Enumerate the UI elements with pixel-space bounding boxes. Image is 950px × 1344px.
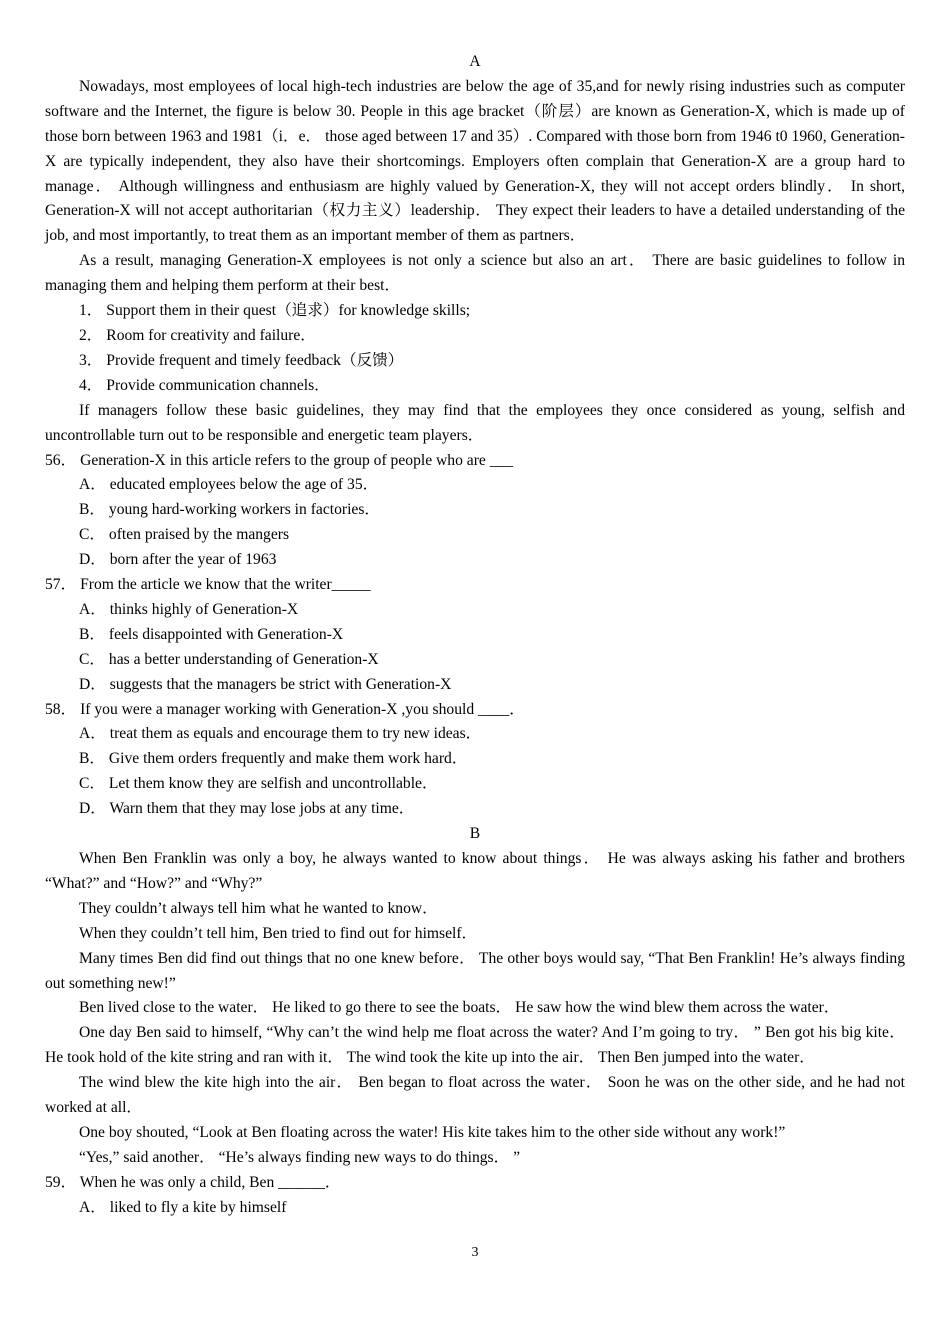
guideline-2: 2． Room for creativity and failure．	[79, 326, 316, 344]
document-page	[45, 50, 905, 1221]
question-58-option-a: A． treat them as equals and encourage them to try new ideas．	[79, 725, 482, 743]
section-b-heading: B	[469, 825, 481, 843]
section-a-closing-paragraph: If managers follow these basic guidelines, they may find that the employees they once considered as young, selfish and uncontrollable turn out to be responsible and energetic team players．	[45, 401, 905, 444]
question-56-option-a: A． educated employees below the age of 35．	[79, 476, 379, 494]
question-58-option-c: C． Let them know they are selfish and uncontrollable．	[79, 775, 438, 793]
question-57-option-a: A． thinks highly of Generation-X	[79, 600, 299, 618]
question-56-stem: 56． Generation-X in this article refers to the group of people who are ___	[45, 451, 514, 469]
question-56-option-d: D． born after the year of 1963	[79, 551, 277, 569]
question-58-option-b: B． Give them orders frequently and make them work hard．	[79, 750, 468, 768]
section-a-heading: A	[469, 53, 481, 70]
section-b-paragraph-4: Many times Ben did find out things that no one knew before． The other boys would say, “That Ben Franklin! He’s always finding out something new!”	[45, 949, 905, 992]
section-b-paragraph-6: One day Ben said to himself, “Why can’t the wind help me float across the water? And I’m going to try． ” Ben got his big kite． He took hold of the kite string and ran with it． The wind took the kite up into the air． Then Ben jumped into the water．	[45, 1024, 905, 1067]
section-b-paragraph-1: When Ben Franklin was only a boy, he always wanted to know about things． He was always asking his father and brothers “What?” and “How?” and “Why?”	[45, 850, 905, 892]
question-57-stem: 57． From the article we know that the writer_____	[45, 576, 371, 594]
question-56-option-b: B． young hard-working workers in factories．	[79, 501, 380, 519]
question-58-stem: 58． If you were a manager working with Generation-X ,you should ____．	[45, 700, 525, 718]
question-58-option-d: D． Warn them that they may lose jobs at any time．	[79, 800, 415, 818]
question-59-stem: 59． When he was only a child, Ben ______．	[45, 1173, 341, 1191]
section-b-paragraph-8: One boy shouted, “Look at Ben floating across the water! His kite takes him to the other side without any work!”	[79, 1123, 786, 1141]
question-57-option-d: D． suggests that the managers be strict with Generation-X	[79, 675, 452, 693]
section-b-paragraph-9: “Yes,” said another． “He’s always finding new ways to do things． ”	[79, 1148, 521, 1166]
page-number: 3	[471, 1245, 479, 1260]
section-b-paragraph-2: They couldn’t always tell him what he wanted to know．	[79, 899, 438, 917]
section-b-paragraph-3: When they couldn’t tell him, Ben tried to find out for himself．	[79, 924, 478, 942]
question-57-option-b: B． feels disappointed with Generation-X	[79, 625, 344, 643]
guideline-1: 1． Support them in their quest（追求）for knowledge skills;	[79, 302, 471, 320]
guideline-3: 3． Provide frequent and timely feedback（反馈）	[79, 351, 404, 369]
section-a-paragraph-1: Nowadays, most employees of local high-tech industries are below the age of 35,and for newly rising industries such as computer software and the Internet, the figure is below 30. People in this age bracket（阶层）are known as Generation-X, which is made up of those born between 1963 and 1981（i．e． those aged between 17 and 35）. Compared with those born from 1946 t0 1960, Generation-X are typically independent, they also have their shortcomings. Employers often complain that Generation-X are a group hard to manage． Although willingness and enthusiasm are highly valued by Generation-X, they will not accept orders blindly． In short, Generation-X will not accept authoritarian（权力主义）leadership． They expect their leaders to have a detailed understanding of the job, and most importantly, to treat them as an important member of them as partners．	[45, 77, 905, 245]
question-57-option-c: C． has a better understanding of Generation-X	[79, 650, 379, 668]
section-b-paragraph-5: Ben lived close to the water． He liked to go there to see the boats． He saw how the wind blew them across the water．	[79, 999, 840, 1017]
section-a-paragraph-2: As a result, managing Generation-X employees is not only a science but also an art． There are basic guidelines to follow in managing them and helping them perform at their best．	[45, 252, 905, 295]
guideline-4: 4． Provide communication channels．	[79, 376, 330, 394]
question-56-option-c: C． often praised by the mangers	[79, 526, 290, 544]
question-59-option-a: A． liked to fly a kite by himself	[79, 1198, 287, 1216]
section-b-paragraph-7: The wind blew the kite high into the air． Ben began to float across the water． Soon he was on the other side, and he had not worked at all．	[45, 1074, 905, 1117]
